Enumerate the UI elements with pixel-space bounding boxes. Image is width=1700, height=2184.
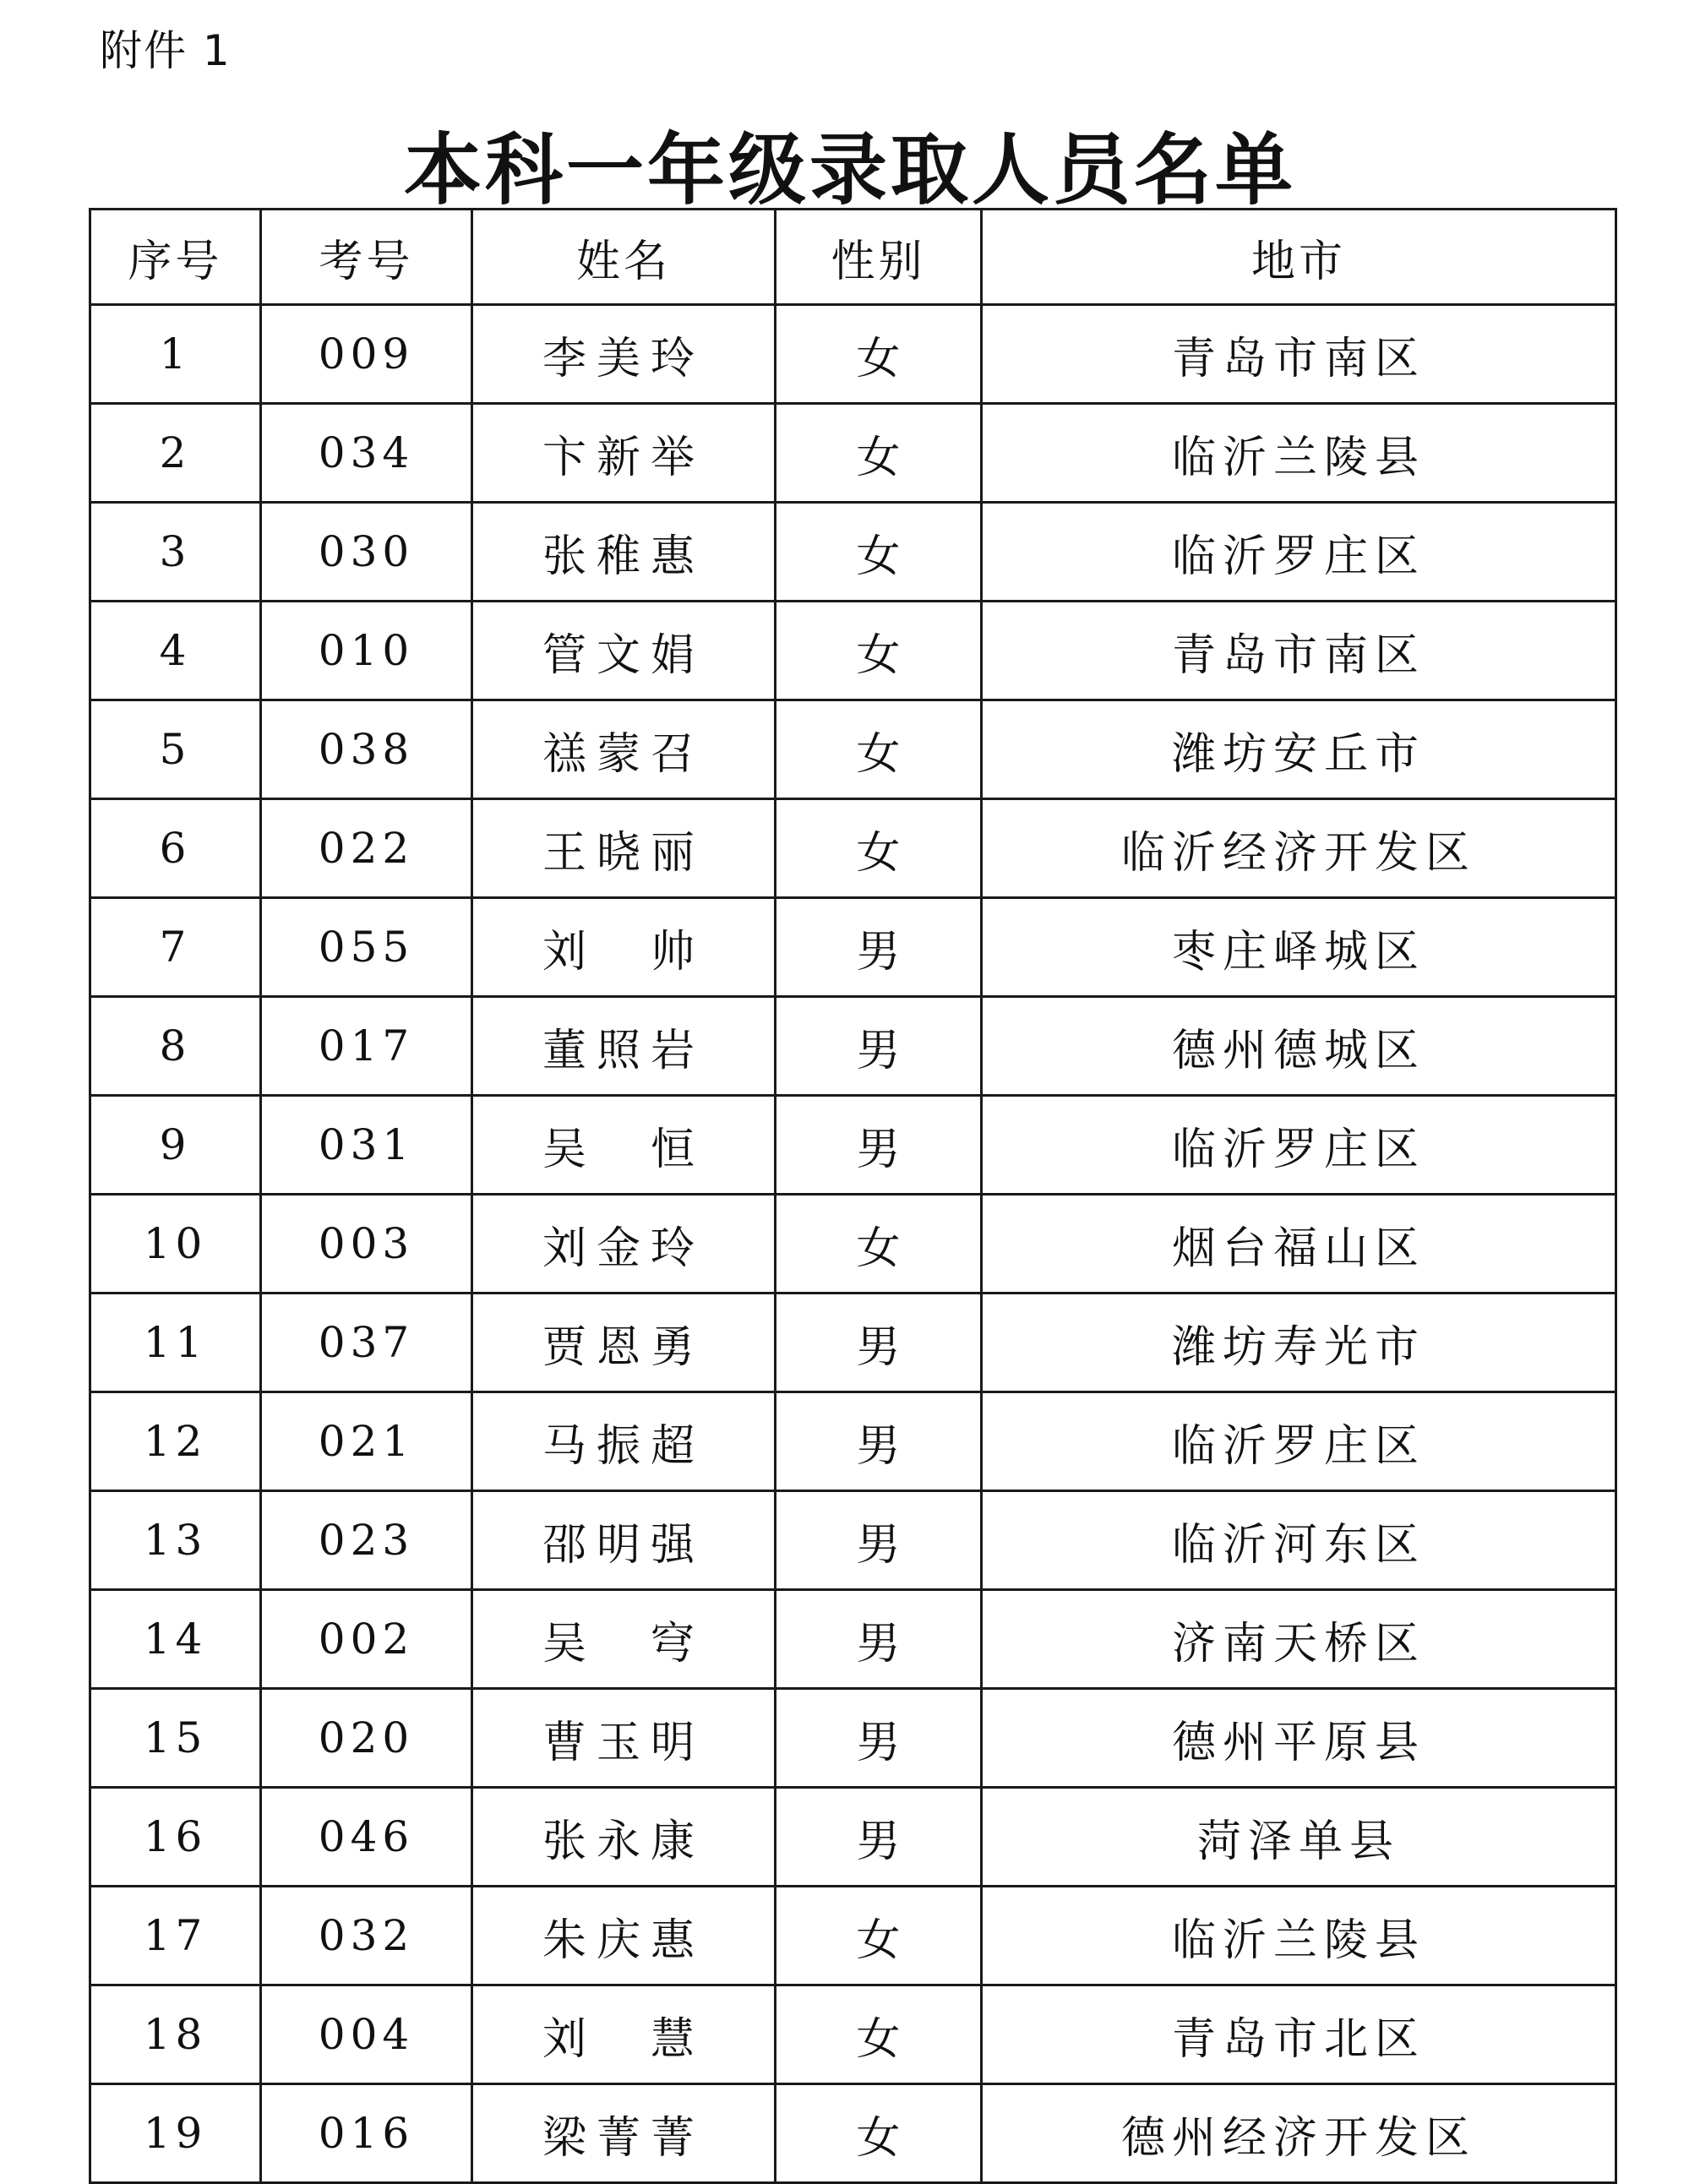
cell-region: 临沂经济开发区 [982, 799, 1616, 898]
cell-exam-no: 046 [261, 1788, 472, 1887]
table-row [90, 1887, 1616, 1985]
cell-gender: 女 [776, 1985, 982, 2084]
header-name: 姓名 [472, 210, 776, 305]
cell-region: 德州经济开发区 [982, 2084, 1616, 2183]
table-row [90, 1096, 1616, 1195]
cell-name: 王晓丽 [472, 799, 776, 898]
cell-seq: 7 [90, 898, 261, 997]
cell-exam-no: 010 [261, 602, 472, 700]
cell-gender: 女 [776, 404, 982, 503]
cell-name: 禚蒙召 [472, 700, 776, 799]
cell-name: 张稚惠 [472, 503, 776, 602]
cell-exam-no: 003 [261, 1195, 472, 1294]
cell-seq: 14 [90, 1590, 261, 1689]
cell-region: 青岛市南区 [982, 602, 1616, 700]
cell-exam-no: 037 [261, 1294, 472, 1392]
table-row [90, 898, 1616, 997]
table-row [90, 1294, 1616, 1392]
cell-region: 临沂河东区 [982, 1491, 1616, 1590]
attachment-label: 附件 1 [100, 26, 232, 75]
cell-exam-no: 032 [261, 1887, 472, 1985]
cell-region: 临沂兰陵县 [982, 1887, 1616, 1985]
cell-gender: 女 [776, 305, 982, 404]
cell-region: 青岛市北区 [982, 1985, 1616, 2084]
cell-region: 临沂兰陵县 [982, 404, 1616, 503]
cell-seq: 13 [90, 1491, 261, 1590]
cell-seq: 11 [90, 1294, 261, 1392]
header-exam-no: 考号 [261, 210, 472, 305]
cell-exam-no: 004 [261, 1985, 472, 2084]
table-body [90, 305, 1616, 2183]
cell-gender: 男 [776, 1788, 982, 1887]
cell-name: 马振超 [472, 1392, 776, 1491]
cell-region: 潍坊寿光市 [982, 1294, 1616, 1392]
cell-gender: 男 [776, 898, 982, 997]
table-row [90, 700, 1616, 799]
cell-gender: 女 [776, 799, 982, 898]
cell-exam-no: 016 [261, 2084, 472, 2183]
cell-name: 管文娟 [472, 602, 776, 700]
cell-seq: 6 [90, 799, 261, 898]
cell-name: 朱庆惠 [472, 1887, 776, 1985]
cell-seq: 9 [90, 1096, 261, 1195]
cell-name: 张永康 [472, 1788, 776, 1887]
table-row [90, 997, 1616, 1096]
cell-seq: 12 [90, 1392, 261, 1491]
cell-seq: 10 [90, 1195, 261, 1294]
cell-name: 卞新举 [472, 404, 776, 503]
cell-name: 贾恩勇 [472, 1294, 776, 1392]
cell-region: 菏泽单县 [982, 1788, 1616, 1887]
header-seq: 序号 [90, 210, 261, 305]
cell-region: 济南天桥区 [982, 1590, 1616, 1689]
table-header [90, 210, 1616, 305]
cell-region: 青岛市南区 [982, 305, 1616, 404]
cell-exam-no: 030 [261, 503, 472, 602]
admission-list-table [89, 208, 1617, 2184]
cell-gender: 男 [776, 997, 982, 1096]
cell-region: 枣庄峄城区 [982, 898, 1616, 997]
cell-seq: 5 [90, 700, 261, 799]
cell-name: 李美玲 [472, 305, 776, 404]
cell-name: 邵明强 [472, 1491, 776, 1590]
cell-seq: 15 [90, 1689, 261, 1788]
table-row [90, 1590, 1616, 1689]
table-row [90, 1689, 1616, 1788]
cell-name: 曹玉明 [472, 1689, 776, 1788]
cell-region: 烟台福山区 [982, 1195, 1616, 1294]
table-row [90, 2084, 1616, 2183]
table-row [90, 305, 1616, 404]
cell-gender: 女 [776, 503, 982, 602]
cell-gender: 女 [776, 602, 982, 700]
table-row [90, 1195, 1616, 1294]
cell-seq: 18 [90, 1985, 261, 2084]
cell-seq: 3 [90, 503, 261, 602]
page-title: 本科一年级录取人员名单 [403, 125, 1296, 215]
cell-name: 刘金玲 [472, 1195, 776, 1294]
cell-seq: 4 [90, 602, 261, 700]
cell-region: 德州平原县 [982, 1689, 1616, 1788]
header-row [90, 210, 1616, 305]
cell-exam-no: 031 [261, 1096, 472, 1195]
table-row [90, 1392, 1616, 1491]
table-row [90, 1491, 1616, 1590]
cell-gender: 女 [776, 700, 982, 799]
cell-region: 潍坊安丘市 [982, 700, 1616, 799]
cell-region: 德州德城区 [982, 997, 1616, 1096]
table-row [90, 1788, 1616, 1887]
table-row [90, 1985, 1616, 2084]
cell-name: 刘 帅 [472, 898, 776, 997]
cell-exam-no: 034 [261, 404, 472, 503]
cell-region: 临沂罗庄区 [982, 1392, 1616, 1491]
cell-exam-no: 021 [261, 1392, 472, 1491]
cell-gender: 男 [776, 1294, 982, 1392]
cell-gender: 男 [776, 1096, 982, 1195]
cell-gender: 女 [776, 2084, 982, 2183]
table-row [90, 799, 1616, 898]
cell-seq: 2 [90, 404, 261, 503]
cell-name: 吴 穹 [472, 1590, 776, 1689]
cell-gender: 男 [776, 1491, 982, 1590]
cell-exam-no: 017 [261, 997, 472, 1096]
cell-seq: 17 [90, 1887, 261, 1985]
cell-exam-no: 002 [261, 1590, 472, 1689]
cell-gender: 男 [776, 1590, 982, 1689]
cell-gender: 男 [776, 1689, 982, 1788]
cell-exam-no: 020 [261, 1689, 472, 1788]
cell-gender: 女 [776, 1195, 982, 1294]
cell-name: 刘 慧 [472, 1985, 776, 2084]
cell-seq: 1 [90, 305, 261, 404]
header-gender: 性别 [776, 210, 982, 305]
cell-name: 梁菁菁 [472, 2084, 776, 2183]
cell-exam-no: 022 [261, 799, 472, 898]
cell-name: 吴 恒 [472, 1096, 776, 1195]
cell-region: 临沂罗庄区 [982, 1096, 1616, 1195]
table-row [90, 602, 1616, 700]
cell-name: 董照岩 [472, 997, 776, 1096]
cell-seq: 19 [90, 2084, 261, 2183]
cell-exam-no: 038 [261, 700, 472, 799]
cell-exam-no: 023 [261, 1491, 472, 1590]
cell-region: 临沂罗庄区 [982, 503, 1616, 602]
cell-gender: 男 [776, 1392, 982, 1491]
table-row [90, 404, 1616, 503]
table-row [90, 503, 1616, 602]
header-region: 地市 [982, 210, 1616, 305]
cell-exam-no: 055 [261, 898, 472, 997]
cell-exam-no: 009 [261, 305, 472, 404]
cell-seq: 8 [90, 997, 261, 1096]
cell-gender: 女 [776, 1887, 982, 1985]
cell-seq: 16 [90, 1788, 261, 1887]
